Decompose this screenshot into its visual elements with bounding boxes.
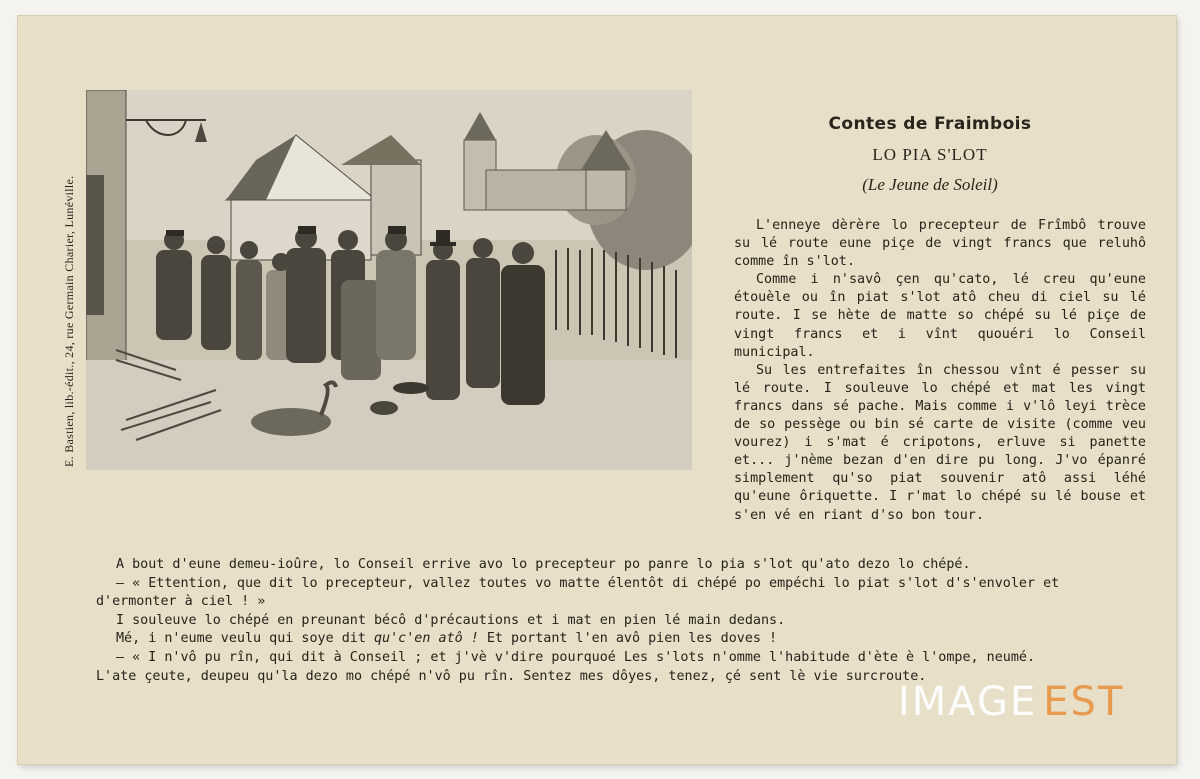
- column-paragraph: L'enneye dèrère lo precepteur de Frîmbô trouve su lé route eune piçe de vingt francs que reluhô comme în s'lot.: [734, 218, 1146, 270]
- full-paragraph: [96, 630, 1146, 649]
- story-continuation: [96, 556, 1146, 686]
- paragraph-italic: qu'c'en atô !: [373, 631, 479, 647]
- full-paragraph: — « Ettention, que dit lo precepteur, vallez toutes vo matte élentôt di chépé po empéchi lo piat s'lot d's'envoler et d'ermonter à ciel ! »: [96, 575, 1060, 610]
- watermark-part-b: EST: [1043, 679, 1125, 725]
- watermark-part-a: IMAGE: [898, 679, 1038, 725]
- watermark-logo: [898, 679, 1124, 725]
- village-illustration: [86, 90, 692, 470]
- story-column: [734, 217, 1146, 525]
- full-paragraph: — « I n'vô pu rîn, qui dit à Conseil ; et j'vè v'dire pourquoé Les s'lots n'omme l'habitude d'ète è l'ompe, neumé.: [116, 649, 1036, 665]
- full-paragraph: A bout d'eune demeu-ioûre, lo Conseil errive avo lo precepteur po panre lo pia s'lot qu'ato dezo lo chépé.: [116, 557, 971, 572]
- column-paragraph: Su les entrefaites în chessou vînt é pesser su lé route. I souleuve lo chépé et mat les vingt francs dans sé pache. Mais comme i v'lô leyi trèce de so pessège ou bin sé carte de visite (comme veu vourez) i s'mat é cripotons, erluve si panette et... j'nème bezan d'en dire pu long. J'vo épanré simplement qu'so piat souvenir atô assi léhé qu'eune ôriquette. I r'mat lo chépé su lé bouse et s'en vé en riant d'so bon tour.: [734, 362, 1146, 523]
- story-subtitle: [720, 175, 1140, 195]
- full-paragraph: I souleuve lo chépé en preunant bécô d'précautions et i mat en pien lé main dedans.: [116, 612, 786, 628]
- paragraph-text: Et portant l'en avô pien les doves !: [478, 631, 778, 647]
- column-paragraph: Comme i n'savô çen qu'cato, lé creu qu'eune étouèle ou în piat s'lot atô cheu di ciel su lé route. I se hète de matte so chépé su lé piçe de vingt francs et i vînt quouéri lo Conseil municipal.: [734, 272, 1146, 360]
- full-paragraph: L'ate çeute, deupeu qu'la dezo mo chépé n'vô pu rîn. Sentez mes dôyes, tenez, çé sent lè vie surcroute.: [96, 668, 927, 684]
- publisher-imprint: E. Bastien, lib.-édit., 24, rue Germain Charier, Lunéville.: [62, 175, 76, 467]
- series-title: Contes de Fraimbois: [828, 114, 1032, 134]
- story-subtitle-text: (Le Jeune de Soleil): [862, 175, 998, 194]
- paragraph-text: Mé, i n'eume veulu qui soye dit: [116, 631, 374, 647]
- story-title: LO PIA S'LOT: [872, 145, 988, 164]
- illustration-drawing: [86, 90, 692, 470]
